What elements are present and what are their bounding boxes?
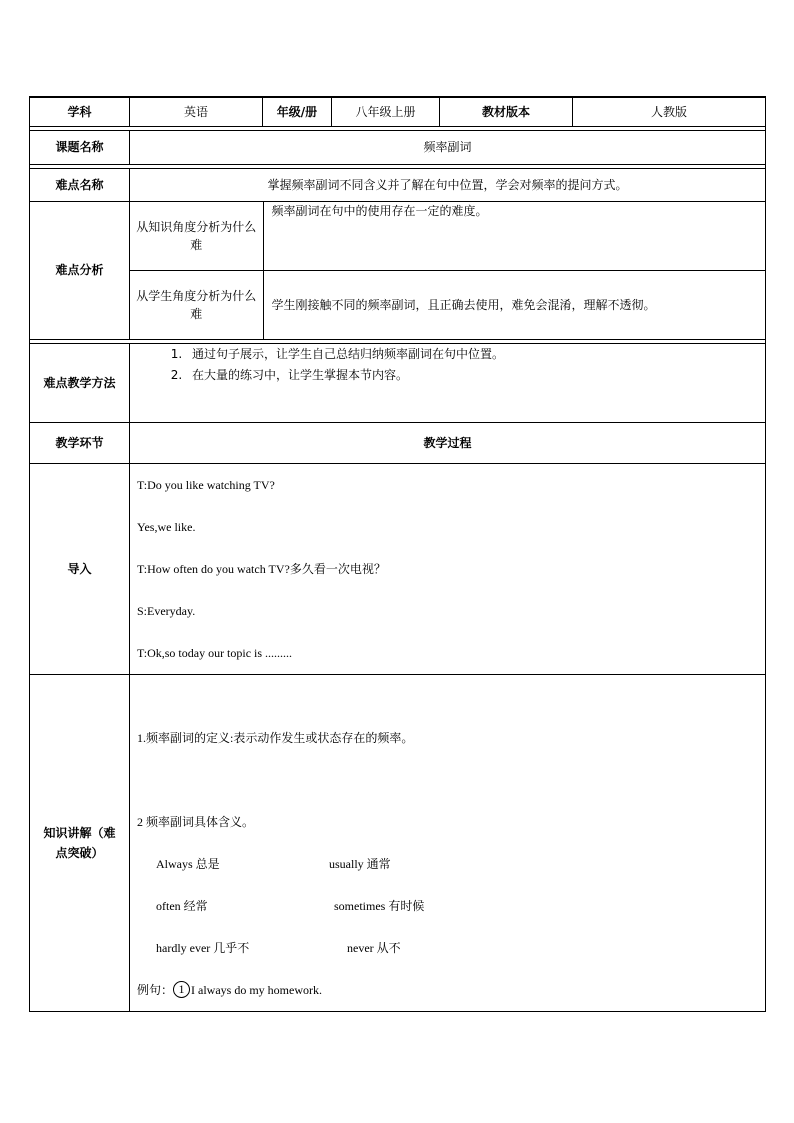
dialogue-line: Yes,we like.: [137, 519, 196, 534]
dialogue-line: T:Do you like watching TV?: [137, 477, 275, 492]
dialogue-line: T:How often do you watch TV?多久看一次电视？: [137, 561, 386, 576]
adverb-right: sometimes 有时候: [334, 898, 425, 913]
edition-value: 人教版: [573, 97, 766, 126]
process-label: 教学过程: [130, 422, 766, 463]
grade-value: 八年级上册: [332, 97, 440, 126]
intro-label: 导入: [30, 463, 130, 674]
example-line: [130, 969, 765, 1011]
grade-label: 年级/册: [263, 97, 332, 126]
definition-line: 1.频率副词的定义:表示动作发生或状态存在的频率。: [137, 730, 414, 745]
dialogue-line: T:Ok,so today our topic is .........: [137, 645, 293, 660]
adverb-pair-row: [130, 843, 765, 885]
edition-label: 教材版本: [440, 97, 573, 126]
adverb-left: hardly ever 几乎不: [156, 940, 250, 955]
intro-dialogue: [130, 463, 766, 674]
meaning-title: 2 频率副词具体含义。: [137, 814, 255, 829]
adverb-pair-row: [130, 927, 765, 969]
adverb-right: never 从不: [347, 940, 401, 955]
method-item: 2. 在大量的练习中，让学生掌握本节内容。: [186, 365, 765, 386]
adverb-pair-row: [130, 885, 765, 927]
knowledge-label: 知识讲解（难点突破）: [30, 674, 130, 1011]
adverb-right: usually 通常: [329, 856, 391, 871]
adverb-left: often 经常: [156, 898, 208, 913]
example-sentence: I always do my homework.: [191, 982, 322, 997]
difficulty-label: 难点名称: [30, 168, 130, 201]
lesson-value: 频率副词: [130, 130, 766, 164]
dialogue-line: S:Everyday.: [137, 603, 196, 618]
knowledge-angle-text: 频率副词在句中的使用存在一定的难度。: [263, 202, 765, 271]
adverb-left: Always 总是: [156, 856, 220, 871]
method-label: 难点教学方法: [30, 343, 130, 422]
process-step-label: 教学环节: [30, 422, 130, 463]
knowledge-angle-label: 从知识角度分析为什么难: [130, 202, 263, 271]
subject-value: 英语: [130, 97, 263, 126]
method-item: 1. 通过句子展示，让学生自己总结归纳频率副词在句中位置。: [186, 344, 765, 365]
example-prefix: 例句：: [137, 982, 174, 997]
method-list: [130, 344, 765, 386]
student-angle-text: 学生刚接触不同的频率副词，且正确去使用，难免会混淆，理解不透彻。: [271, 297, 656, 312]
lesson-plan-table: [29, 96, 766, 1012]
subject-label: 学科: [30, 97, 130, 126]
difficulty-value: 掌握频率副词不同含义并了解在句中位置，学会对频率的提问方式。: [130, 168, 766, 201]
circled-number-one: 1: [173, 981, 190, 998]
student-angle-label: 从学生角度分析为什么难: [130, 271, 263, 339]
analysis-label: 难点分析: [30, 201, 130, 339]
lesson-label: 课题名称: [30, 130, 130, 164]
analysis-subtable: [130, 202, 765, 339]
knowledge-content: [130, 674, 766, 1011]
